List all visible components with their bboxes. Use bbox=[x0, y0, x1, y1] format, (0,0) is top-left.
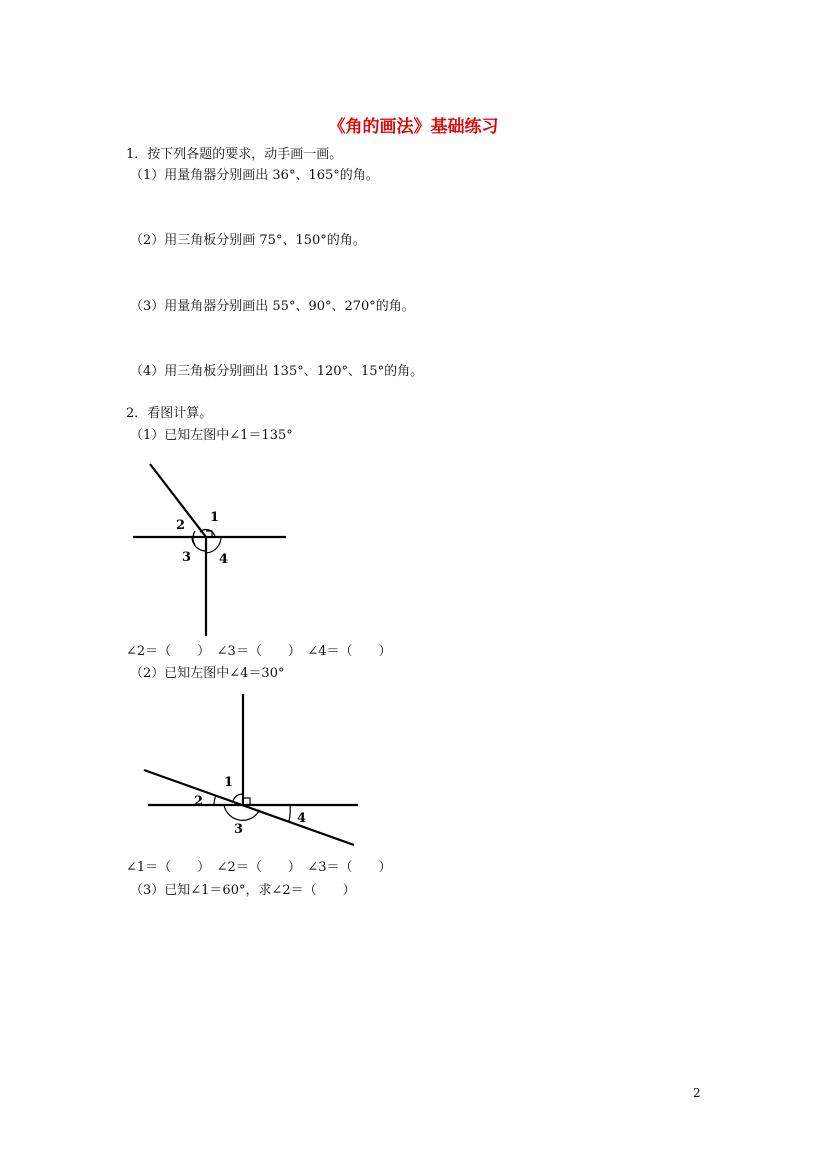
angle-label-4: 4 bbox=[297, 811, 307, 826]
page-number: 2 bbox=[693, 1086, 701, 1100]
angle-label-3: 3 bbox=[182, 550, 192, 565]
angle-label-1: 1 bbox=[224, 775, 234, 790]
angle-label-2: 2 bbox=[176, 518, 186, 533]
question-2-part-3-condition: （3）已知∠1＝60°，求∠2＝（ ） bbox=[130, 883, 356, 898]
angle-4-arc bbox=[289, 805, 290, 821]
question-1-item-1: （1）用量角器分别画出 36°、165°的角。 bbox=[130, 168, 379, 183]
question-1-item-3: （3）用量角器分别画出 55°、90°、270°的角。 bbox=[130, 299, 415, 314]
angle-label-1: 1 bbox=[210, 510, 220, 525]
angle-label-3: 3 bbox=[234, 822, 244, 837]
angle-2-arc bbox=[214, 795, 216, 805]
question-2-part-2-condition: （2）已知左图中∠4＝30° bbox=[130, 666, 285, 681]
question-1-item-2: （2）用三角板分别画 75°、150°的角。 bbox=[130, 233, 366, 248]
angle-label-4: 4 bbox=[219, 552, 229, 567]
question-2-part-1-condition: （1）已知左图中∠1＝135° bbox=[130, 428, 293, 443]
figure-1-angles bbox=[120, 455, 300, 645]
question-2-heading: 2．看图计算。 bbox=[126, 406, 213, 421]
page-title: 《角的画法》基础练习 bbox=[328, 117, 499, 137]
angle-1-arc bbox=[233, 794, 243, 801]
question-2-part-2-answer: ∠1＝（ ） ∠2＝（ ） ∠3＝（ ） bbox=[126, 860, 392, 875]
angle-3-arc bbox=[224, 805, 259, 820]
question-2-part-1-answer: ∠2＝（ ） ∠3＝（ ） ∠4＝（ ） bbox=[126, 644, 392, 659]
question-1-heading: 1．按下列各题的要求，动手画一画。 bbox=[126, 147, 343, 162]
angle-3-arc bbox=[192, 537, 206, 551]
oblique-line bbox=[144, 770, 354, 845]
question-1-item-4: （4）用三角板分别画出 135°、120°、15°的角。 bbox=[130, 364, 424, 379]
angle-4-arc bbox=[206, 537, 221, 553]
angle-label-2: 2 bbox=[194, 794, 204, 809]
figure-2-angles bbox=[140, 690, 370, 850]
